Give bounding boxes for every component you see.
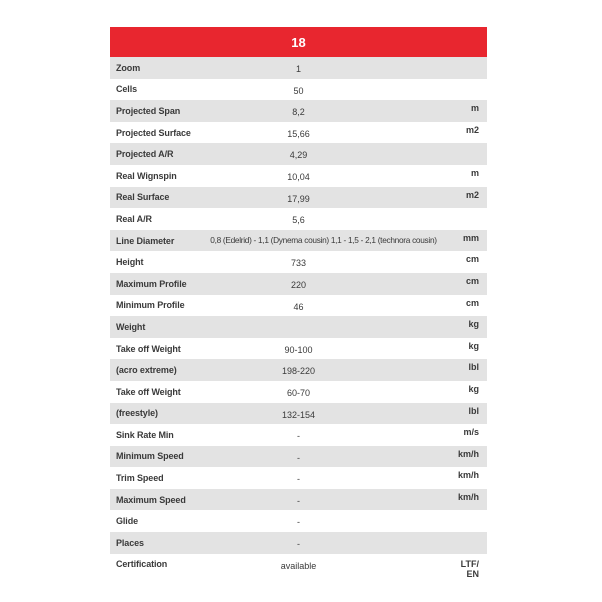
row-value: 198-220 [281,366,316,377]
row-label: Minimum Profile [116,300,185,311]
row-unit: LTF/ EN [460,558,479,579]
row-unit: kg [468,383,479,394]
table-row [110,467,487,489]
row-unit: m2 [465,124,479,135]
row-unit: m2 [465,189,479,200]
row-value: - [297,452,300,463]
row-value: 8,2 [292,107,305,118]
row-label: Projected Surface [116,127,191,138]
row-value: - [297,539,300,550]
table-row [110,230,487,252]
row-label: Weight [116,321,146,332]
row-label: Glide [116,516,139,527]
row-label: Trim Speed [116,473,164,484]
row-unit: lbl [468,362,479,373]
row-value: available [280,560,317,571]
row-unit: m [470,103,479,114]
row-value: 220 [290,279,307,290]
table-row [110,532,487,554]
table-row [110,208,487,230]
row-value: 0,8 (Edelrid) - 1,1 (Dynema cousin) 1,1 - 1,5 - 2,1 (technora cousin) [210,234,437,245]
table-row [110,143,487,165]
row-label: Certification [116,559,168,570]
row-unit: m [470,167,479,178]
row-unit: km/h [457,470,479,481]
table-row [110,359,487,381]
table-row [110,165,487,187]
row-label: Zoom [116,62,141,73]
spec-table [110,27,487,579]
row-unit: kg [468,340,479,351]
header-title: 18 [291,34,306,50]
row-value: - [297,495,300,506]
row-label: (freestyle) [116,408,158,419]
table-body [110,57,487,579]
row-label: Height [116,257,144,268]
row-value: 1 [295,64,301,74]
row-unit: cm [465,275,479,286]
table-row [110,446,487,468]
row-label: Minimum Speed [116,451,184,462]
row-label: Real A/R [116,213,152,224]
row-unit: cm [465,254,479,265]
row-label: Real Surface [116,192,170,203]
table-row [110,57,487,79]
row-label: Sink Rate Min [116,429,174,440]
table-row [110,424,487,446]
row-unit: km/h [457,491,479,502]
row-label: Cells [116,84,138,95]
row-label: Projected A/R [116,149,174,160]
table-row [110,251,487,273]
row-value: 17,99 [287,193,310,204]
table-row [110,510,487,532]
row-label: (acro extreme) [116,365,177,376]
row-unit: km/h [457,448,479,459]
table-row [110,295,487,317]
row-unit: m/s [463,427,479,438]
table-row [110,79,487,101]
row-unit: kg [468,319,479,330]
row-value: 5,6 [292,215,305,226]
table-row [110,338,487,360]
row-value: - [297,431,300,442]
table-row [110,489,487,511]
row-value: 50 [293,85,304,96]
table-row [110,100,487,122]
table-row [110,403,487,425]
row-unit: lbl [468,405,479,416]
row-label: Line Diameter [116,235,175,246]
row-label: Take off Weight [116,343,181,354]
row-value: 60-70 [286,387,311,398]
row-label: Real Wignspin [116,170,177,181]
table-row [110,122,487,144]
row-value: 15,66 [287,128,310,139]
row-value: - [297,474,300,485]
row-label: Places [116,537,144,548]
row-label: Maximum Speed [116,494,186,505]
row-unit: cm [465,297,479,308]
row-value: 46 [293,301,304,312]
row-label: Take off Weight [116,386,181,397]
row-label: Projected Span [116,105,181,116]
table-header [110,27,487,57]
table-row [110,316,487,338]
row-label: Maximum Profile [116,278,187,289]
row-value: 90-100 [284,344,313,355]
table-row [110,273,487,295]
row-value: 10,04 [287,171,310,182]
table-row [110,554,487,579]
row-value: - [297,517,300,528]
row-value: 4,29 [289,150,308,161]
row-unit: mm [462,232,479,243]
table-row [110,381,487,403]
row-value: 132-154 [281,409,316,420]
row-value: 733 [290,258,307,269]
table-row [110,187,487,209]
